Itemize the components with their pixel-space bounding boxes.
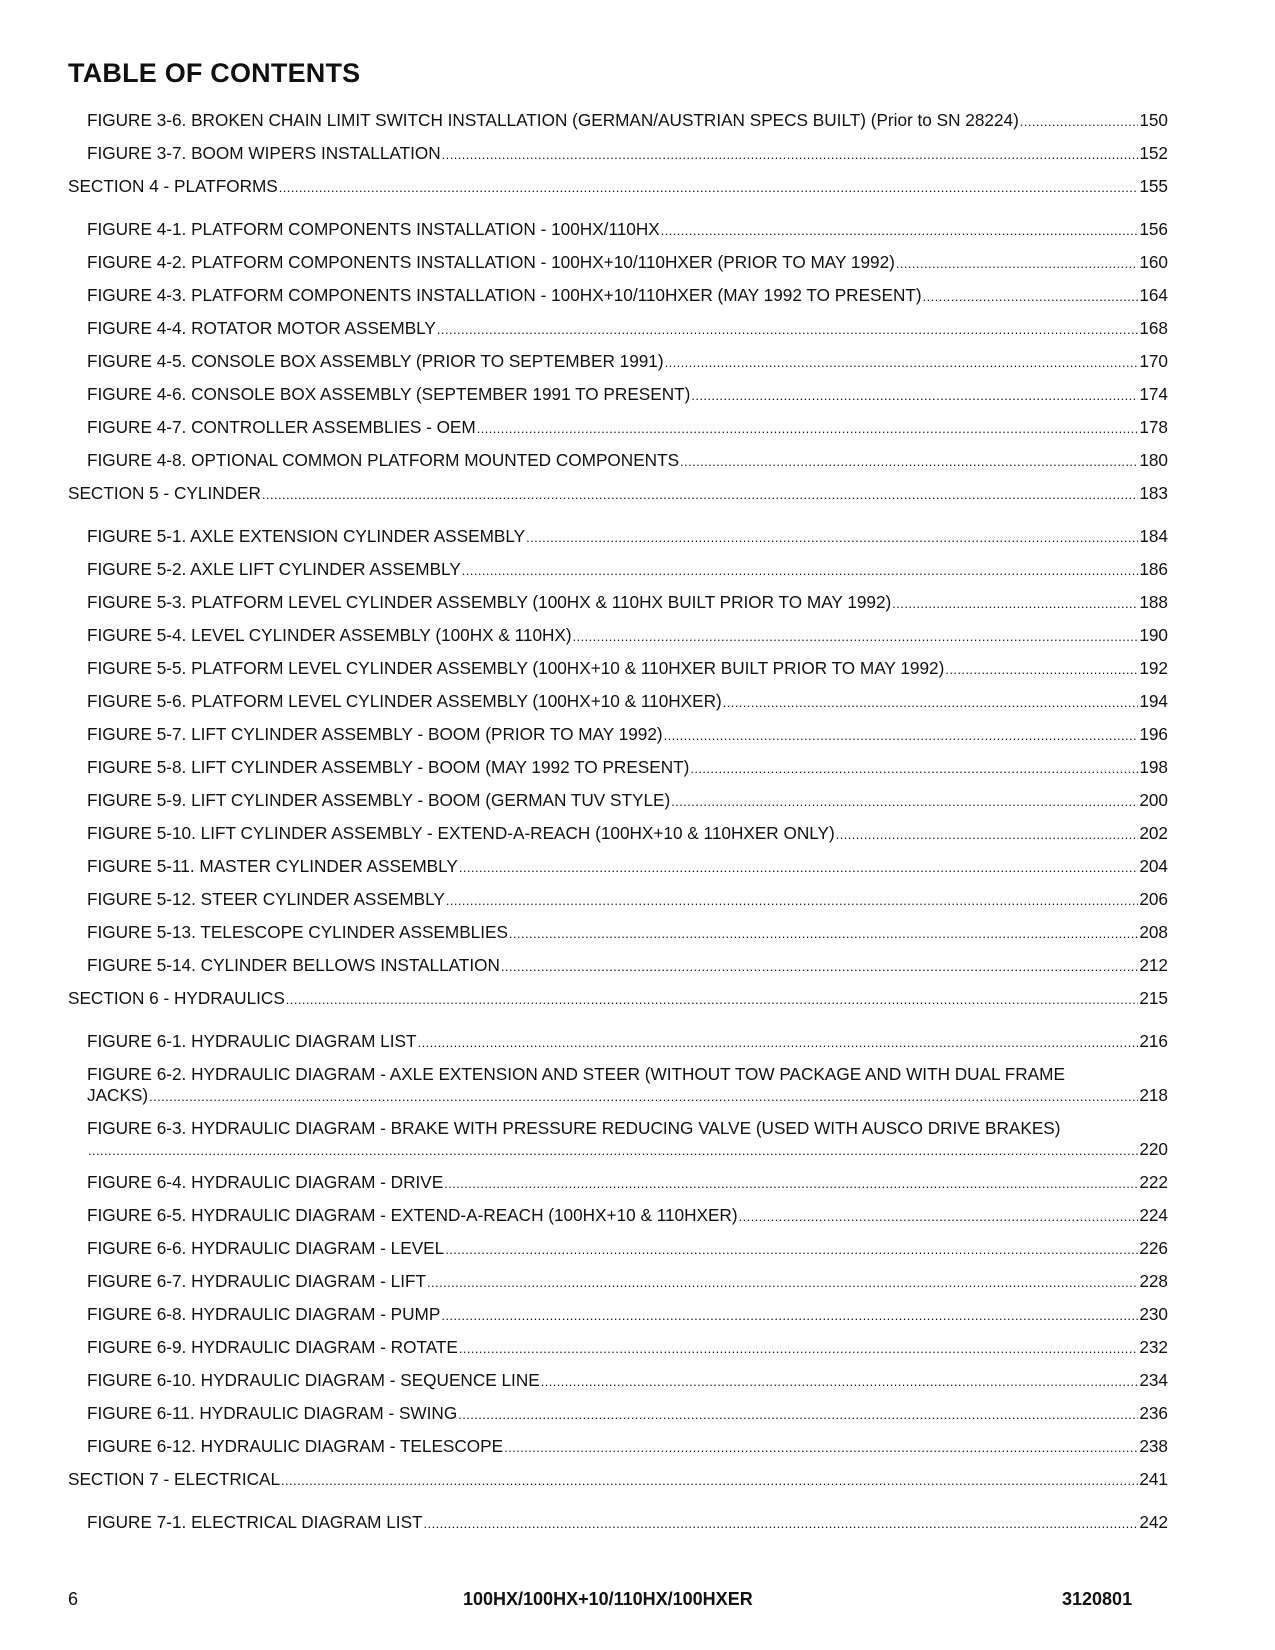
dot-leader <box>477 418 1139 439</box>
toc-page-number: 215 <box>1139 988 1168 1008</box>
dot-leader <box>459 1338 1138 1359</box>
dot-leader <box>286 989 1139 1010</box>
toc-figure-entry[interactable] <box>68 1118 1168 1161</box>
dot-leader <box>923 286 1139 307</box>
toc-page-number: 160 <box>1139 252 1168 272</box>
toc-page-number: 196 <box>1139 724 1168 744</box>
toc-entry-text: FIGURE 6-8. HYDRAULIC DIAGRAM - PUMP <box>87 1304 441 1324</box>
toc-figure-entry[interactable] <box>68 1370 1168 1392</box>
toc-entry-text: FIGURE 6-5. HYDRAULIC DIAGRAM - EXTEND-A-REACH (100HX+10 & 110HXER) <box>87 1205 738 1225</box>
toc-entry-text: FIGURE 6-2. HYDRAULIC DIAGRAM - AXLE EXTENSION AND STEER (WITHOUT TOW PACKAGE AND WITH DUAL FRAME <box>87 1064 1065 1084</box>
toc-figure-entry[interactable] <box>68 592 1168 614</box>
toc-figure-entry[interactable] <box>68 1064 1168 1107</box>
dot-leader <box>262 484 1138 505</box>
toc-entry-text: FIGURE 6-6. HYDRAULIC DIAGRAM - LEVEL <box>87 1238 445 1258</box>
toc-entry-text: FIGURE 5-3. PLATFORM LEVEL CYLINDER ASSEMBLY (100HX & 110HX BUILT PRIOR TO MAY 1992) <box>87 592 892 612</box>
toc-figure-entry[interactable] <box>68 757 1168 779</box>
toc-entry-text: FIGURE 4-5. CONSOLE BOX ASSEMBLY (PRIOR TO SEPTEMBER 1991) <box>87 351 664 371</box>
dot-leader <box>88 1140 1138 1161</box>
toc-entry-text: FIGURE 6-9. HYDRAULIC DIAGRAM - ROTATE <box>87 1337 458 1357</box>
toc-figure-entry[interactable] <box>68 955 1168 977</box>
dot-leader <box>573 626 1139 647</box>
toc-page-number: 224 <box>1139 1205 1168 1225</box>
toc-entry-text: FIGURE 6-4. HYDRAULIC DIAGRAM - DRIVE <box>87 1172 444 1192</box>
toc-page-number: 228 <box>1139 1271 1168 1291</box>
toc-figure-entry[interactable] <box>68 691 1168 713</box>
dot-leader <box>896 253 1138 274</box>
toc-figure-entry[interactable] <box>68 318 1168 340</box>
toc-entry-text: FIGURE 5-2. AXLE LIFT CYLINDER ASSEMBLY <box>87 559 461 579</box>
dot-leader <box>417 1032 1138 1053</box>
toc-list <box>68 110 1168 1545</box>
dot-leader <box>691 385 1138 406</box>
toc-figure-entry[interactable] <box>68 559 1168 581</box>
toc-entry-text: FIGURE 5-6. PLATFORM LEVEL CYLINDER ASSEMBLY (100HX+10 & 110HXER) <box>87 691 722 711</box>
toc-page-number: 186 <box>1139 559 1168 579</box>
toc-page-number: 192 <box>1139 658 1168 678</box>
dot-leader <box>279 177 1139 198</box>
toc-entry-text: FIGURE 6-3. HYDRAULIC DIAGRAM - BRAKE WITH PRESSURE REDUCING VALVE (USED WITH AUSCO DRIVE BRAKES) <box>87 1118 1061 1138</box>
toc-page-number: 202 <box>1139 823 1168 843</box>
toc-page-number: 222 <box>1139 1172 1168 1192</box>
toc-entry-text: FIGURE 6-7. HYDRAULIC DIAGRAM - LIFT <box>87 1271 427 1291</box>
toc-figure-entry[interactable] <box>68 526 1168 548</box>
dot-leader <box>504 1437 1138 1458</box>
toc-page-number: 208 <box>1139 922 1168 942</box>
toc-entry-text-continued: JACKS) <box>87 1085 149 1105</box>
toc-page-number: 180 <box>1139 450 1168 470</box>
toc-entry-text: FIGURE 5-9. LIFT CYLINDER ASSEMBLY - BOOM (GERMAN TUV STYLE) <box>87 790 671 810</box>
dot-leader <box>664 725 1139 746</box>
toc-section-entry[interactable] <box>68 176 1168 198</box>
dot-leader <box>665 352 1139 373</box>
toc-page-number: 234 <box>1139 1370 1168 1390</box>
toc-figure-entry[interactable] <box>68 143 1168 165</box>
toc-entry-text: FIGURE 5-7. LIFT CYLINDER ASSEMBLY - BOOM (PRIOR TO MAY 1992) <box>87 724 663 744</box>
toc-entry-text: SECTION 5 - CYLINDER <box>68 483 261 503</box>
toc-entry-text: FIGURE 5-14. CYLINDER BELLOWS INSTALLATION <box>87 955 500 975</box>
toc-entry-text: SECTION 7 - ELECTRICAL <box>68 1469 281 1489</box>
dot-leader <box>501 956 1138 977</box>
dot-leader <box>892 593 1138 614</box>
toc-page-number: 216 <box>1139 1031 1168 1051</box>
toc-figure-entry[interactable] <box>68 285 1168 307</box>
toc-entry-text: FIGURE 6-12. HYDRAULIC DIAGRAM - TELESCOPE <box>87 1436 504 1456</box>
toc-figure-entry[interactable] <box>68 1436 1168 1458</box>
toc-entry-text: FIGURE 6-10. HYDRAULIC DIAGRAM - SEQUENCE LINE <box>87 1370 540 1390</box>
dot-leader <box>680 451 1138 472</box>
toc-figure-entry[interactable] <box>68 790 1168 812</box>
toc-page-number: 238 <box>1139 1436 1168 1456</box>
toc-page-number: 198 <box>1139 757 1168 777</box>
toc-entry-text: FIGURE 4-7. CONTROLLER ASSEMBLIES - OEM <box>87 417 476 437</box>
dot-leader <box>541 1371 1139 1392</box>
dot-leader <box>509 923 1138 944</box>
toc-figure-entry[interactable] <box>68 856 1168 878</box>
toc-entry-text: SECTION 6 - HYDRAULICS <box>68 988 285 1008</box>
dot-leader <box>661 220 1139 241</box>
toc-figure-entry[interactable] <box>68 219 1168 241</box>
toc-entry-text: FIGURE 4-3. PLATFORM COMPONENTS INSTALLATION - 100HX+10/110HXER (MAY 1992 TO PRESENT) <box>87 285 922 305</box>
toc-page-number: 194 <box>1139 691 1168 711</box>
toc-figure-entry[interactable] <box>68 922 1168 944</box>
toc-page-number: 183 <box>1139 483 1168 503</box>
toc-page-number: 241 <box>1139 1469 1168 1489</box>
toc-section-entry[interactable] <box>68 988 1168 1010</box>
toc-figure-entry[interactable] <box>68 1271 1168 1293</box>
toc-page-number: 156 <box>1139 219 1168 239</box>
toc-page-number: 168 <box>1139 318 1168 338</box>
toc-entry-text: FIGURE 4-6. CONSOLE BOX ASSEMBLY (SEPTEMBER 1991 TO PRESENT) <box>87 384 691 404</box>
toc-page-number: 170 <box>1139 351 1168 371</box>
toc-page-number: 226 <box>1139 1238 1168 1258</box>
toc-entry-text: FIGURE 7-1. ELECTRICAL DIAGRAM LIST <box>87 1512 423 1532</box>
toc-page-number: 184 <box>1139 526 1168 546</box>
toc-figure-entry[interactable] <box>68 384 1168 406</box>
dot-leader <box>149 1086 1138 1107</box>
toc-page-number: 236 <box>1139 1403 1168 1423</box>
toc-entry-text: FIGURE 4-8. OPTIONAL COMMON PLATFORM MOUNTED COMPONENTS <box>87 450 680 470</box>
dot-leader <box>424 1513 1139 1534</box>
toc-figure-entry[interactable] <box>68 1238 1168 1260</box>
toc-figure-entry[interactable] <box>68 1205 1168 1227</box>
dot-leader <box>526 527 1138 548</box>
dot-leader <box>442 144 1139 165</box>
toc-figure-entry[interactable] <box>68 625 1168 647</box>
toc-page-number: 206 <box>1139 889 1168 909</box>
toc-figure-entry[interactable] <box>68 1031 1168 1053</box>
toc-figure-entry[interactable] <box>68 1512 1168 1534</box>
toc-entry-text: FIGURE 5-10. LIFT CYLINDER ASSEMBLY - EXTEND-A-REACH (100HX+10 & 110HXER ONLY) <box>87 823 835 843</box>
dot-leader <box>459 857 1138 878</box>
dot-leader <box>723 692 1139 713</box>
dot-leader <box>446 890 1138 911</box>
dot-leader <box>427 1272 1138 1293</box>
toc-page-number: 212 <box>1139 955 1168 975</box>
toc-page-number: 200 <box>1139 790 1168 810</box>
toc-page-number: 218 <box>1139 1085 1168 1105</box>
toc-figure-entry[interactable] <box>68 1172 1168 1194</box>
page-title: TABLE OF CONTENTS <box>68 58 361 88</box>
toc-figure-entry[interactable] <box>68 417 1168 439</box>
toc-entry-text: FIGURE 6-11. HYDRAULIC DIAGRAM - SWING <box>87 1403 458 1423</box>
toc-page-number: 174 <box>1139 384 1168 404</box>
toc-page-number: 155 <box>1139 176 1168 196</box>
toc-page-number: 204 <box>1139 856 1168 876</box>
dot-leader <box>445 1239 1138 1260</box>
toc-entry-text: FIGURE 5-1. AXLE EXTENSION CYLINDER ASSEMBLY <box>87 526 526 546</box>
dot-leader <box>458 1404 1138 1425</box>
toc-page-number: 188 <box>1139 592 1168 612</box>
toc-figure-entry[interactable] <box>68 823 1168 845</box>
toc-entry-text: FIGURE 5-5. PLATFORM LEVEL CYLINDER ASSEMBLY (100HX+10 & 110HXER BUILT PRIOR TO MAY 1992) <box>87 658 945 678</box>
dot-leader <box>462 560 1139 581</box>
toc-figure-entry[interactable] <box>68 724 1168 746</box>
toc-entry-text: FIGURE 5-8. LIFT CYLINDER ASSEMBLY - BOOM (MAY 1992 TO PRESENT) <box>87 757 690 777</box>
toc-entry-text: FIGURE 4-1. PLATFORM COMPONENTS INSTALLATION - 100HX/110HX <box>87 219 660 239</box>
toc-section-entry[interactable] <box>68 483 1168 505</box>
dot-leader <box>444 1173 1138 1194</box>
footer-doc-number: 3120801 <box>1062 1589 1133 1609</box>
toc-page-number: 220 <box>1139 1139 1168 1159</box>
toc-figure-entry[interactable] <box>68 1304 1168 1326</box>
toc-entry-text: FIGURE 4-4. ROTATOR MOTOR ASSEMBLY <box>87 318 436 338</box>
page-footer <box>68 1589 1148 1613</box>
toc-figure-entry[interactable] <box>68 658 1168 680</box>
dot-leader <box>441 1305 1138 1326</box>
toc-page-number: 230 <box>1139 1304 1168 1324</box>
dot-leader <box>690 758 1138 779</box>
toc-figure-entry[interactable] <box>68 110 1168 132</box>
toc-entry-text: FIGURE 3-7. BOOM WIPERS INSTALLATION <box>87 143 441 163</box>
toc-entry-text: FIGURE 5-11. MASTER CYLINDER ASSEMBLY <box>87 856 458 876</box>
dot-leader <box>281 1470 1138 1491</box>
dot-leader <box>437 319 1138 340</box>
toc-figure-entry[interactable] <box>68 889 1168 911</box>
toc-entry-text: FIGURE 3-6. BROKEN CHAIN LIMIT SWITCH INSTALLATION (GERMAN/AUSTRIAN SPECS BUILT) (Prior to SN 28224) <box>87 110 1019 130</box>
toc-page-number: 178 <box>1139 417 1168 437</box>
toc-figure-entry[interactable] <box>68 1403 1168 1425</box>
toc-section-entry[interactable] <box>68 1469 1168 1491</box>
dot-leader <box>945 659 1138 680</box>
toc-entry-text: SECTION 4 - PLATFORMS <box>68 176 278 196</box>
toc-figure-entry[interactable] <box>68 252 1168 274</box>
toc-page-number: 152 <box>1139 143 1168 163</box>
toc-entry-text: FIGURE 5-4. LEVEL CYLINDER ASSEMBLY (100HX & 110HX) <box>87 625 572 645</box>
toc-entry-text: FIGURE 4-2. PLATFORM COMPONENTS INSTALLATION - 100HX+10/110HXER (PRIOR TO MAY 1992) <box>87 252 895 272</box>
toc-page-number: 150 <box>1139 110 1168 130</box>
toc-page-number: 190 <box>1139 625 1168 645</box>
toc-page-number: 232 <box>1139 1337 1168 1357</box>
footer-model: 100HX/100HX+10/110HX/100HXER <box>463 1589 753 1609</box>
toc-figure-entry[interactable] <box>68 450 1168 472</box>
toc-entry-text: FIGURE 5-12. STEER CYLINDER ASSEMBLY <box>87 889 445 909</box>
toc-page-number: 164 <box>1139 285 1168 305</box>
dot-leader <box>836 824 1139 845</box>
toc-figure-entry[interactable] <box>68 1337 1168 1359</box>
toc-entry-text: FIGURE 6-1. HYDRAULIC DIAGRAM LIST <box>87 1031 417 1051</box>
toc-page-number: 242 <box>1139 1512 1168 1532</box>
dot-leader <box>739 1206 1139 1227</box>
dot-leader <box>671 791 1138 812</box>
toc-figure-entry[interactable] <box>68 351 1168 373</box>
dot-leader <box>1020 111 1139 132</box>
footer-page-number: 6 <box>68 1589 79 1609</box>
toc-entry-text: FIGURE 5-13. TELESCOPE CYLINDER ASSEMBLIES <box>87 922 508 942</box>
